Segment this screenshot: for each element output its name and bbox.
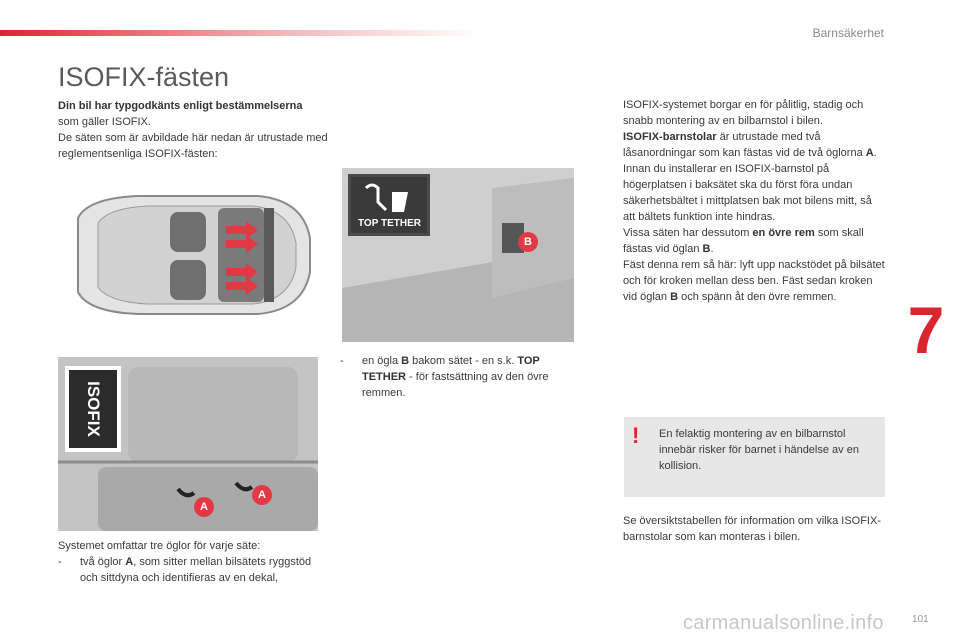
list-item-anchor-a bbox=[58, 554, 323, 586]
text-span: Vissa säten har dessutom bbox=[623, 227, 753, 239]
list-bold: B bbox=[401, 355, 410, 367]
list-text: - för fastsättning av den övre remmen. bbox=[362, 371, 549, 399]
page-number: 101 bbox=[912, 614, 929, 625]
list-text: en ögla bbox=[362, 355, 402, 367]
text-bold: B bbox=[670, 291, 679, 303]
anchor-a-badge: A bbox=[252, 485, 272, 505]
text-bold: en övre rem bbox=[752, 227, 815, 239]
watermark: carmanualsonline.info bbox=[683, 612, 884, 634]
explanation-p1: ISOFIX-systemet borgar en för pålitlig, stadig och snabb montering av en bilbarnstol i bilen. bbox=[623, 99, 864, 127]
isofix-label: ISOFIX bbox=[84, 381, 103, 437]
front-seat-right bbox=[170, 260, 206, 300]
isofix-seat-photo bbox=[58, 357, 318, 531]
list-text: , som sitter mellan bilsätets ryggstöd och sittdyna och identifieras av en dekal, bbox=[80, 556, 312, 584]
chapter-number: 7 bbox=[907, 293, 945, 367]
text-bold: A bbox=[865, 147, 874, 159]
text-bold: ISOFIX-barnstolar bbox=[623, 131, 717, 143]
anchor-description bbox=[58, 538, 323, 586]
text-span: är utrustade med två låsanordningar som kan fästas vid de två öglorna bbox=[623, 131, 866, 159]
isofix-explanation bbox=[623, 97, 885, 305]
footer-note: Se översiktstabellen för information om vilka ISOFIX-barnstolar som kan monteras i bilen. bbox=[623, 515, 881, 543]
list-text: två öglor bbox=[80, 556, 126, 568]
list-text: bakom sätet - en s.k. bbox=[409, 355, 518, 367]
tether-description bbox=[340, 353, 580, 401]
top-tether-label: TOP TETHER bbox=[358, 218, 421, 229]
text-span: som skall fästas vid öglan bbox=[623, 227, 864, 255]
section-label: Barnsäkerhet bbox=[812, 26, 884, 40]
front-seat-left bbox=[170, 212, 206, 252]
list-dash: - bbox=[58, 556, 62, 568]
anchor-intro: Systemet omfattar tre öglor för varje säte: bbox=[58, 540, 261, 552]
header-accent-bar bbox=[0, 30, 480, 36]
list-bold: TOP TETHER bbox=[362, 355, 540, 383]
isofix-label-holder bbox=[79, 374, 107, 444]
car-topview-svg bbox=[58, 178, 316, 332]
list-dash: - bbox=[340, 355, 344, 367]
car-topview-illustration bbox=[58, 178, 316, 332]
trunk-photo-svg bbox=[342, 168, 574, 342]
intro-bold: Din bil har typgodkänts enligt bestämmelserna bbox=[58, 100, 303, 112]
explanation-p3: Innan du installerar en ISOFIX-barnstol på högerplatsen i baksätet ska du först föra undan säkerhetsbältet i mittplatsen bak mot bilens mitt, så att bältets funktion inte hindras. bbox=[623, 163, 872, 223]
text-span: . bbox=[710, 243, 714, 255]
page-title: ISOFIX-fästen bbox=[58, 62, 230, 92]
explanation-p5 bbox=[623, 257, 885, 305]
warning-icon: ! bbox=[632, 423, 640, 448]
explanation-p4 bbox=[623, 225, 885, 257]
anchor-a-badge: A bbox=[194, 497, 214, 517]
list-bold: A bbox=[125, 556, 134, 568]
intro-line-2: De säten som är avbildade här nedan är utrustade med reglementsenliga ISOFIX-fästen: bbox=[58, 132, 328, 160]
intro-paragraph bbox=[58, 98, 328, 162]
anchor-b-badge: B bbox=[518, 232, 538, 252]
text-span: . bbox=[873, 147, 877, 159]
text-span: Fäst denna rem så här: lyft upp nackstödet på bilsätet och för kroken mellan dess ben. Fäst sedan kroken vid öglan bbox=[623, 259, 885, 303]
explanation-p2 bbox=[623, 129, 885, 161]
top-tether-trunk-photo bbox=[342, 168, 574, 342]
list-item-anchor-b bbox=[340, 353, 580, 401]
text-bold: B bbox=[702, 243, 711, 255]
text-span: och spänn åt den övre remmen. bbox=[678, 291, 837, 303]
intro-line-1: som gäller ISOFIX. bbox=[58, 116, 151, 128]
warning-box bbox=[624, 417, 885, 497]
warning-text: En felaktig montering av en bilbarnstol innebär risker för barnet i händelse av en kollision. bbox=[659, 428, 859, 472]
